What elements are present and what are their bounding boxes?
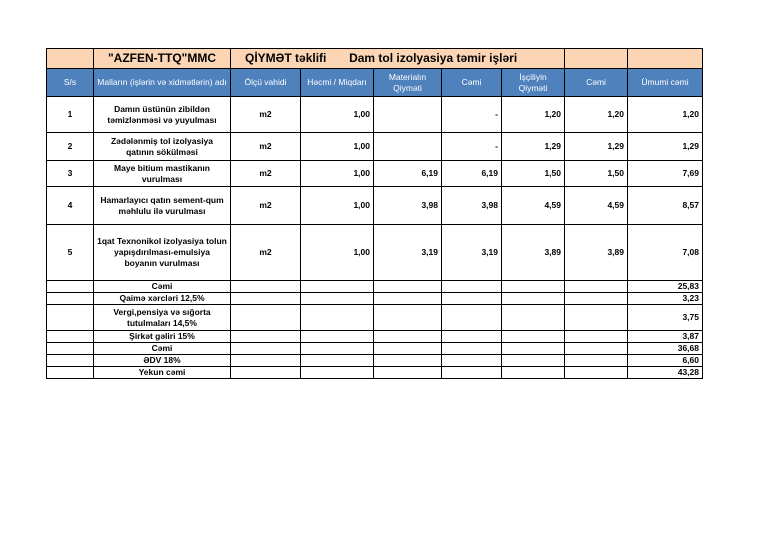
summary-row xyxy=(47,293,703,305)
row-unit: m2 xyxy=(231,161,301,187)
row-labor-price: 1,29 xyxy=(502,133,565,161)
row-material-price: 3,19 xyxy=(374,225,442,281)
empty-cell xyxy=(565,355,628,367)
empty-cell xyxy=(231,293,301,305)
row-material-price xyxy=(374,133,442,161)
empty-cell xyxy=(47,305,94,331)
empty-cell xyxy=(374,355,442,367)
empty-cell xyxy=(301,331,374,343)
row-material-price: 6,19 xyxy=(374,161,442,187)
summary-row xyxy=(47,331,703,343)
empty-cell xyxy=(565,343,628,355)
summary-value: 6,60 xyxy=(628,355,703,367)
empty-cell xyxy=(301,305,374,331)
offer-label: QİYMƏT təklifi xyxy=(245,51,327,65)
header-row xyxy=(47,69,703,97)
empty-cell xyxy=(374,305,442,331)
empty-cell xyxy=(231,281,301,293)
empty-cell xyxy=(301,355,374,367)
table-row xyxy=(47,97,703,133)
row-labor-price: 4,59 xyxy=(502,187,565,225)
company-name: "AZFEN-TTQ"MMC xyxy=(94,49,231,69)
empty-cell xyxy=(301,293,374,305)
summary-row xyxy=(47,343,703,355)
row-material-price xyxy=(374,97,442,133)
row-grand-total: 7,08 xyxy=(628,225,703,281)
row-labor-price: 1,20 xyxy=(502,97,565,133)
empty-cell xyxy=(442,281,502,293)
row-number: 3 xyxy=(47,161,94,187)
summary-label: Cəmi xyxy=(94,281,231,293)
row-material-total: - xyxy=(442,97,502,133)
empty-cell xyxy=(442,305,502,331)
header-labor-price: İşçiliyin Qiyməti xyxy=(502,69,565,97)
row-description: Maye bitium mastikanın vurulması xyxy=(94,161,231,187)
header-mat-total: Cəmi xyxy=(442,69,502,97)
empty-cell xyxy=(502,367,565,379)
empty-cell xyxy=(374,331,442,343)
price-offer-table xyxy=(46,48,703,379)
header-mat-price: Materialın Qiyməti xyxy=(374,69,442,97)
empty-cell xyxy=(374,293,442,305)
empty-cell xyxy=(47,367,94,379)
summary-value: 3,75 xyxy=(628,305,703,331)
summary-value: 36,68 xyxy=(628,343,703,355)
row-quantity: 1,00 xyxy=(301,187,374,225)
summary-row xyxy=(47,367,703,379)
empty-cell xyxy=(502,305,565,331)
table-row xyxy=(47,161,703,187)
row-unit: m2 xyxy=(231,133,301,161)
empty-cell xyxy=(565,331,628,343)
row-unit: m2 xyxy=(231,187,301,225)
row-unit: m2 xyxy=(231,97,301,133)
table-row xyxy=(47,133,703,161)
summary-label: Qaimə xərcləri 12,5% xyxy=(94,293,231,305)
row-quantity: 1,00 xyxy=(301,225,374,281)
row-labor-total: 1,50 xyxy=(565,161,628,187)
empty-cell xyxy=(47,343,94,355)
empty-cell xyxy=(231,331,301,343)
empty-cell xyxy=(565,281,628,293)
table-row xyxy=(47,225,703,281)
row-number: 5 xyxy=(47,225,94,281)
empty-cell xyxy=(442,355,502,367)
row-grand-total: 7,69 xyxy=(628,161,703,187)
row-quantity: 1,00 xyxy=(301,161,374,187)
empty-cell xyxy=(47,331,94,343)
row-number: 2 xyxy=(47,133,94,161)
header-name: Malların (işlərin və xidmətlərin) adı xyxy=(94,69,231,97)
row-material-price: 3,98 xyxy=(374,187,442,225)
empty-cell xyxy=(47,355,94,367)
header-grand: Ümumi cəmi xyxy=(628,69,703,97)
offer-subject: Dam tol izolyasiya təmir işləri xyxy=(349,51,518,65)
row-description: Damın üstünün zibildən təmizlənməsi və yuyulması xyxy=(94,97,231,133)
summary-label: ƏDV 18% xyxy=(94,355,231,367)
empty-cell xyxy=(47,293,94,305)
row-quantity: 1,00 xyxy=(301,97,374,133)
row-material-total: 6,19 xyxy=(442,161,502,187)
empty-cell xyxy=(47,281,94,293)
row-description: Hamarlayıcı qatın sement-qum məhlulu ilə vurulması xyxy=(94,187,231,225)
empty-cell xyxy=(442,293,502,305)
summary-value: 25,83 xyxy=(628,281,703,293)
empty-cell xyxy=(502,281,565,293)
empty-cell xyxy=(374,367,442,379)
summary-label: Vergi,pensiya və sığorta tutulmaları 14,5% xyxy=(94,305,231,331)
empty-cell xyxy=(442,331,502,343)
empty-cell xyxy=(565,367,628,379)
row-quantity: 1,00 xyxy=(301,133,374,161)
row-number: 4 xyxy=(47,187,94,225)
header-ss: S/s xyxy=(47,69,94,97)
summary-value: 3,87 xyxy=(628,331,703,343)
empty-cell xyxy=(231,367,301,379)
row-labor-total: 1,20 xyxy=(565,97,628,133)
row-material-total: 3,98 xyxy=(442,187,502,225)
row-description: Zədələnmiş tol izolyasiya qatının sökülməsi xyxy=(94,133,231,161)
summary-value: 43,28 xyxy=(628,367,703,379)
row-material-total: - xyxy=(442,133,502,161)
empty-cell xyxy=(502,331,565,343)
row-labor-price: 1,50 xyxy=(502,161,565,187)
empty-cell xyxy=(565,305,628,331)
row-grand-total: 1,29 xyxy=(628,133,703,161)
row-number: 1 xyxy=(47,97,94,133)
empty-cell xyxy=(442,343,502,355)
table-row xyxy=(47,187,703,225)
summary-label: Yekun cəmi xyxy=(94,367,231,379)
empty-cell xyxy=(502,343,565,355)
summary-label: Şirkət gəliri 15% xyxy=(94,331,231,343)
row-labor-total: 1,29 xyxy=(565,133,628,161)
summary-row xyxy=(47,355,703,367)
title-row xyxy=(47,49,703,69)
row-unit: m2 xyxy=(231,225,301,281)
empty-cell xyxy=(565,293,628,305)
empty-cell xyxy=(502,293,565,305)
empty-cell xyxy=(231,355,301,367)
empty-cell xyxy=(502,355,565,367)
empty-cell xyxy=(442,367,502,379)
row-description: 1qat Texnonikol izolyasiya tolun yapışdırılması-emulsiya boyanın vurulması xyxy=(94,225,231,281)
summary-row xyxy=(47,305,703,331)
header-labor-total: Cəmi xyxy=(565,69,628,97)
empty-cell xyxy=(374,343,442,355)
header-qty: Həcmi / Miqdarı xyxy=(301,69,374,97)
empty-cell xyxy=(231,305,301,331)
empty-cell xyxy=(301,343,374,355)
summary-label: Cəmi xyxy=(94,343,231,355)
row-labor-price: 3,89 xyxy=(502,225,565,281)
summary-row xyxy=(47,281,703,293)
row-grand-total: 8,57 xyxy=(628,187,703,225)
empty-cell xyxy=(374,281,442,293)
empty-cell xyxy=(301,367,374,379)
empty-cell xyxy=(301,281,374,293)
empty-cell xyxy=(231,343,301,355)
row-grand-total: 1,20 xyxy=(628,97,703,133)
header-unit: Ölçü vahidi xyxy=(231,69,301,97)
row-labor-total: 3,89 xyxy=(565,225,628,281)
row-labor-total: 4,59 xyxy=(565,187,628,225)
summary-value: 3,23 xyxy=(628,293,703,305)
row-material-total: 3,19 xyxy=(442,225,502,281)
